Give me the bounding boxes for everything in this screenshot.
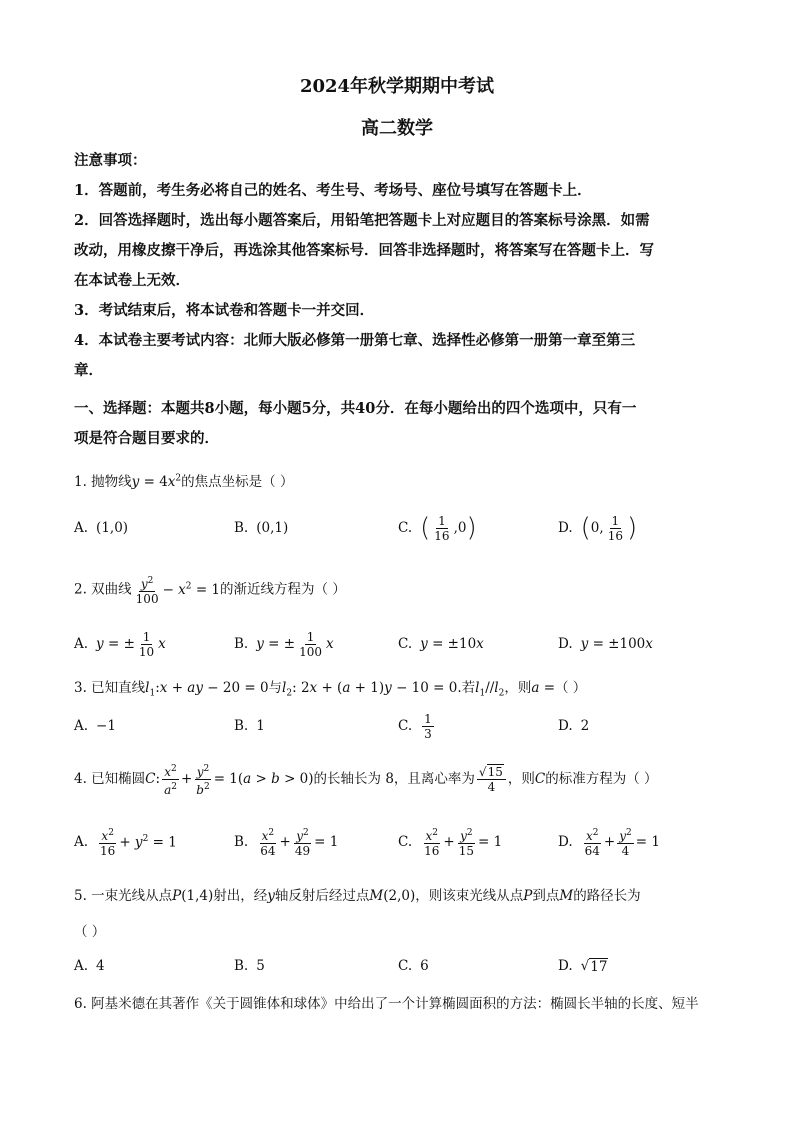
option-c[interactable]: C. y = ±10x bbox=[398, 636, 484, 652]
question-5-options bbox=[74, 946, 724, 986]
option-c[interactable]: C. ( $\frac{1}{16}$ ,0 ) bbox=[398, 513, 477, 543]
option-a[interactable]: A. $\frac{x^2}{16}$ + $y^2 = 1$ bbox=[74, 828, 177, 858]
note-line: 1．答题前，考生务必将自己的姓名、考生号、考场号、座位号填写在答题卡上． bbox=[74, 182, 592, 199]
option-c[interactable]: C. $\frac{1}{3}$ bbox=[398, 711, 432, 741]
exam-title: 2024年秋学期期中考试 bbox=[299, 76, 495, 97]
option-a[interactable]: A. 4 bbox=[74, 958, 105, 974]
question-3-options bbox=[74, 706, 724, 746]
math-expr: $y = 4x^2$ bbox=[131, 473, 182, 490]
note-line: 章． bbox=[74, 362, 103, 379]
question-3: 3. 已知直线$l_1:x$ + ay − 20 = 0与$l_2$: 2x + (a + 1)y − 10 = 0.若$l_1//l_2$，则a =（ ） bbox=[74, 680, 587, 699]
question-4: 4. 已知椭圆C: $\frac{x^2}{a^2}$ + $\frac{y^2}{b^2}$ = 1(a > b > 0)的长轴长为 8，且离心率为 $\frac{√15}{4}$ ，则C的标准方程为（ ） bbox=[74, 764, 658, 797]
option-a[interactable]: A. −1 bbox=[74, 718, 116, 734]
note-line: 3．考试结束后，将本试卷和答题卡一并交回． bbox=[74, 302, 375, 319]
option-c[interactable]: C. $\frac{x^2}{16}$ + $\frac{y^2}{15}$ = 1 bbox=[398, 828, 503, 858]
exam-subject: 高二数学 bbox=[361, 118, 433, 139]
option-d[interactable]: D. 2 bbox=[558, 718, 590, 734]
question-1-options bbox=[74, 508, 724, 548]
question-6: 6. 阿基米德在其著作《关于圆锥体和球体》中给出了一个计算椭圆面积的方法：椭圆长半轴的长度、短半 bbox=[74, 996, 699, 1012]
option-d[interactable]: D. ( 0, $\frac{1}{16}$ ) bbox=[558, 513, 638, 543]
section-heading: 一、选择题：本题共8小题，每小题5分，共40分．在每小题给出的四个选项中，只有一 项是符合题目要求的． bbox=[74, 400, 637, 447]
option-d[interactable]: D. √ 17 bbox=[558, 958, 608, 975]
note-line: 改动，用橡皮擦干净后，再选涂其他答案标号．回答非选择题时，将答案写在答题卡上．写 bbox=[74, 242, 654, 259]
question-4-options bbox=[74, 822, 724, 862]
notes-block bbox=[74, 146, 724, 386]
option-b[interactable]: B. $\frac{x^2}{64}$ + $\frac{y^2}{49}$ = 1 bbox=[234, 828, 339, 858]
notes-heading: 注意事项： bbox=[74, 152, 147, 169]
note-line: 在本试卷上无效． bbox=[74, 272, 190, 289]
question-1: 1. 抛物线$y = 4x^2$的焦点坐标是（ ） bbox=[74, 473, 294, 490]
option-a[interactable]: A. y = ± $\frac{1}{10}$ x bbox=[74, 629, 166, 659]
option-c[interactable]: C. 6 bbox=[398, 958, 429, 974]
option-d[interactable]: D. $\frac{x^2}{64}$ + $\frac{y^2}{4}$ = 1 bbox=[558, 828, 660, 858]
note-line: 2．回答选择题时，选出每小题答案后，用铅笔把答题卡上对应题目的答案标号涂黑．如需 bbox=[74, 212, 650, 229]
question-2-options bbox=[74, 624, 724, 664]
option-d[interactable]: D. y = ±100x bbox=[558, 636, 653, 652]
note-line: 4．本试卷主要考试内容：北师大版必修第一册第七章、选择性必修第一册第一章至第三 bbox=[74, 332, 636, 349]
option-b[interactable]: B. (0,1) bbox=[234, 520, 289, 536]
option-b[interactable]: B. y = ± $\frac{1}{100}$ x bbox=[234, 629, 334, 659]
option-b[interactable]: B. 1 bbox=[234, 718, 265, 734]
question-5: 5. 一束光线从点P(1,4)射出，经y轴反射后经过点M(2,0)，则该束光线从点P到点M的路径长为 bbox=[74, 888, 641, 904]
option-a[interactable]: A. (1,0) bbox=[74, 520, 129, 536]
question-2: 2. 双曲线 $\frac{y^2}{100}$ − $x^2 = 1$的渐近线方程为（ ） bbox=[74, 576, 346, 606]
option-b[interactable]: B. 5 bbox=[234, 958, 265, 974]
question-5-paren: （ ） bbox=[74, 924, 106, 940]
